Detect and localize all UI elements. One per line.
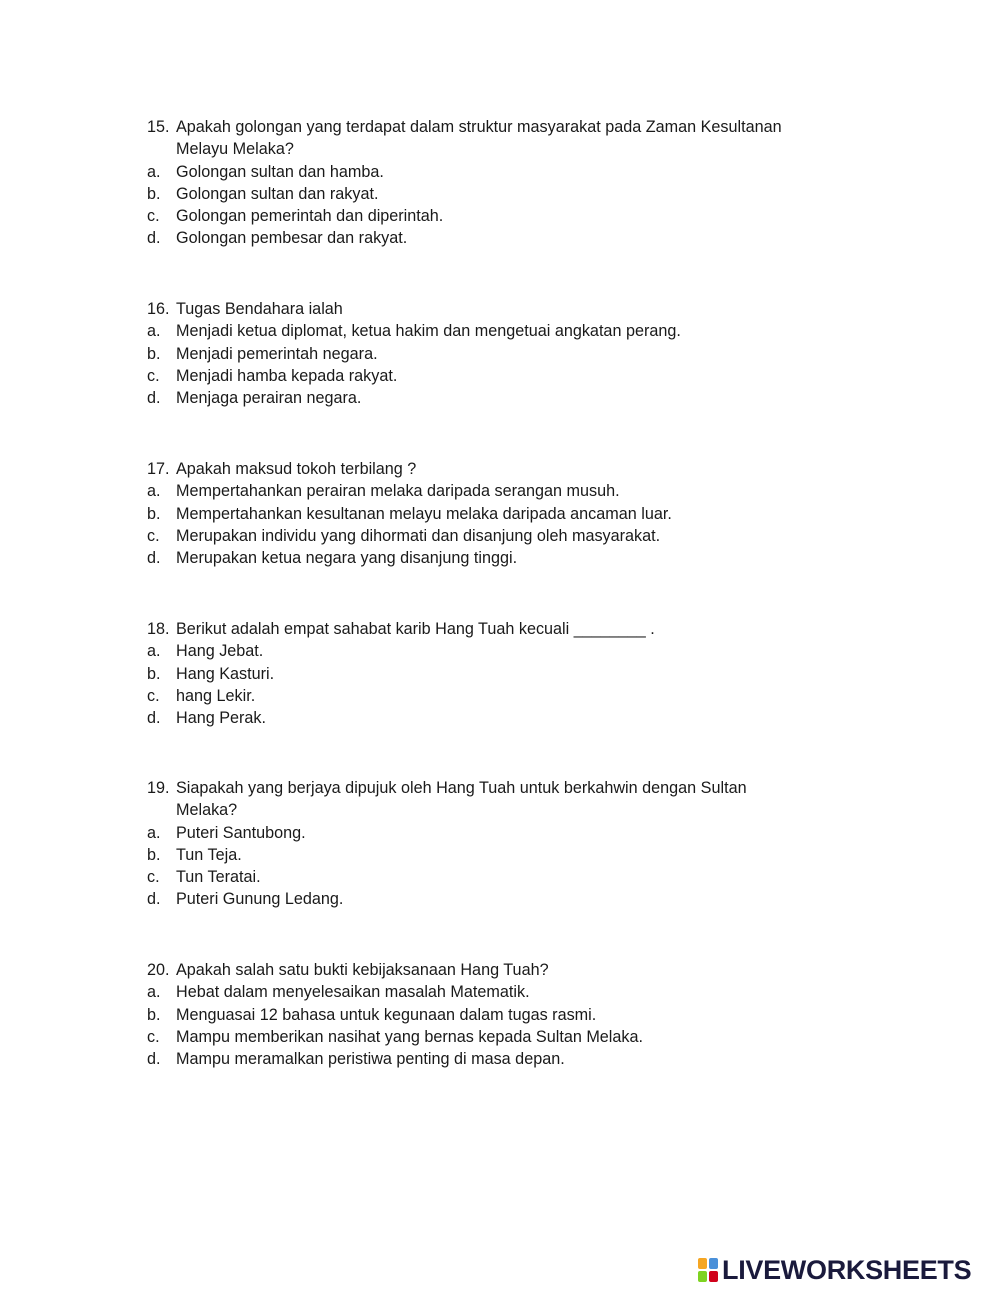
logo-tile [698,1258,707,1269]
answer-option-b[interactable] [0,183,1000,205]
question-stem-line [0,799,1000,821]
option-label: d. [147,709,161,728]
option-label: c. [147,366,160,385]
option-text: Golongan pembesar dan rakyat. [176,229,408,248]
question-text: Siapakah yang berjaya dipujuk oleh Hang Tuah untuk berkahwin dengan Sultan [176,779,747,797]
option-text: Tun Teja. [176,845,242,864]
option-label: d. [147,229,161,248]
question-text: Melaka? [176,801,238,820]
question-number: 15. [147,118,170,136]
question-text: Apakah golongan yang terdapat dalam struktur masyarakat pada Zaman Kesultanan [176,118,782,136]
option-text: Hang Jebat. [176,642,264,661]
question-stem-line [0,458,1000,480]
option-label: a. [147,322,161,341]
option-label: d. [147,549,161,568]
option-label: c. [147,207,160,226]
option-label: a. [147,642,161,661]
option-label: a. [147,162,161,181]
option-text: hang Lekir. [176,686,256,705]
option-text: Puteri Gunung Ledang. [176,890,344,909]
option-label: c. [147,868,160,887]
answer-option-a[interactable] [0,320,1000,342]
question-text: Apakah maksud tokoh terbilang ? [176,460,417,478]
option-label: b. [147,664,161,683]
option-text: Hebat dalam menyelesaikan masalah Matematik. [176,983,530,1002]
answer-option-b[interactable] [0,844,1000,866]
option-label: c. [147,1027,160,1046]
option-label: a. [147,482,161,501]
option-label: b. [147,184,161,203]
question-number: 18. [147,620,170,638]
question-18 [0,618,1000,729]
answer-option-a[interactable] [0,480,1000,502]
option-text: Mampu memberikan nasihat yang bernas kepada Sultan Melaka. [176,1027,644,1046]
answer-option-c[interactable] [0,866,1000,888]
answer-option-c[interactable] [0,205,1000,227]
question-16 [0,298,1000,409]
option-text: Mempertahankan perairan melaka daripada serangan musuh. [176,482,620,501]
question-stem-line [0,618,1000,640]
answer-option-d[interactable] [0,1048,1000,1070]
option-text: Menjadi pemerintah negara. [176,344,378,363]
answer-option-b[interactable] [0,1004,1000,1026]
option-text: Mampu meramalkan peristiwa penting di masa depan. [176,1050,565,1069]
answer-option-b[interactable] [0,663,1000,685]
option-text: Hang Perak. [176,709,266,728]
question-number: 19. [147,779,170,797]
question-text: Berikut adalah empat sahabat karib Hang Tuah kecuali ________ . [176,620,655,638]
option-label: a. [147,983,161,1002]
logo-wordmark: LIVEWORKSHEETS [722,1254,972,1285]
answer-option-a[interactable] [0,822,1000,844]
question-stem-line [0,777,1000,799]
option-label: c. [147,526,160,545]
answer-option-d[interactable] [0,227,1000,249]
option-label: b. [147,1005,161,1024]
option-text: Menjadi ketua diplomat, ketua hakim dan mengetuai angkatan perang. [176,322,681,341]
answer-option-b[interactable] [0,343,1000,365]
logo-tile [698,1271,707,1282]
question-20 [0,959,1000,1070]
option-label: d. [147,1050,161,1069]
question-stem-line [0,116,1000,138]
question-stem-line [0,138,1000,160]
question-number: 16. [147,300,170,318]
liveworksheets-logo-icon [697,1257,719,1283]
answer-option-c[interactable] [0,525,1000,547]
answer-option-a[interactable] [0,981,1000,1003]
answer-option-d[interactable] [0,547,1000,569]
option-text: Merupakan ketua negara yang disanjung tinggi. [176,549,518,568]
answer-option-d[interactable] [0,888,1000,910]
answer-option-a[interactable] [0,640,1000,662]
question-stem-line [0,959,1000,981]
option-text: Merupakan individu yang dihormati dan disanjung oleh masyarakat. [176,526,661,545]
logo-tile [709,1258,718,1269]
question-text: Tugas Bendahara ialah [176,300,343,318]
question-text: Apakah salah satu bukti kebijaksanaan Hang Tuah? [176,961,549,979]
answer-option-a[interactable] [0,161,1000,183]
option-label: d. [147,389,161,408]
option-label: a. [147,823,161,842]
option-text: Menjadi hamba kepada rakyat. [176,366,398,385]
option-label: d. [147,890,161,909]
question-19 [0,777,1000,911]
option-label: b. [147,845,161,864]
option-label: b. [147,504,161,523]
question-text: Melayu Melaka? [176,140,294,159]
option-text: Golongan pemerintah dan diperintah. [176,207,444,226]
question-17 [0,458,1000,569]
option-text: Puteri Santubong. [176,823,306,842]
option-text: Hang Kasturi. [176,664,275,683]
answer-option-c[interactable] [0,685,1000,707]
option-label: c. [147,686,160,705]
answer-option-d[interactable] [0,707,1000,729]
question-stem-line [0,298,1000,320]
option-text: Menjaga perairan negara. [176,389,362,408]
answer-option-c[interactable] [0,365,1000,387]
option-text: Tun Teratai. [176,868,261,887]
answer-option-d[interactable] [0,387,1000,409]
option-text: Mempertahankan kesultanan melayu melaka daripada ancaman luar. [176,504,672,523]
option-text: Menguasai 12 bahasa untuk kegunaan dalam tugas rasmi. [176,1005,597,1024]
answer-option-c[interactable] [0,1026,1000,1048]
question-number: 20. [147,961,170,979]
question-number: 17. [147,460,170,478]
option-label: b. [147,344,161,363]
answer-option-b[interactable] [0,503,1000,525]
option-text: Golongan sultan dan hamba. [176,162,384,181]
logo-tile [709,1271,718,1282]
question-15 [0,116,1000,250]
option-text: Golongan sultan dan rakyat. [176,184,379,203]
liveworksheets-logo [697,1253,971,1287]
